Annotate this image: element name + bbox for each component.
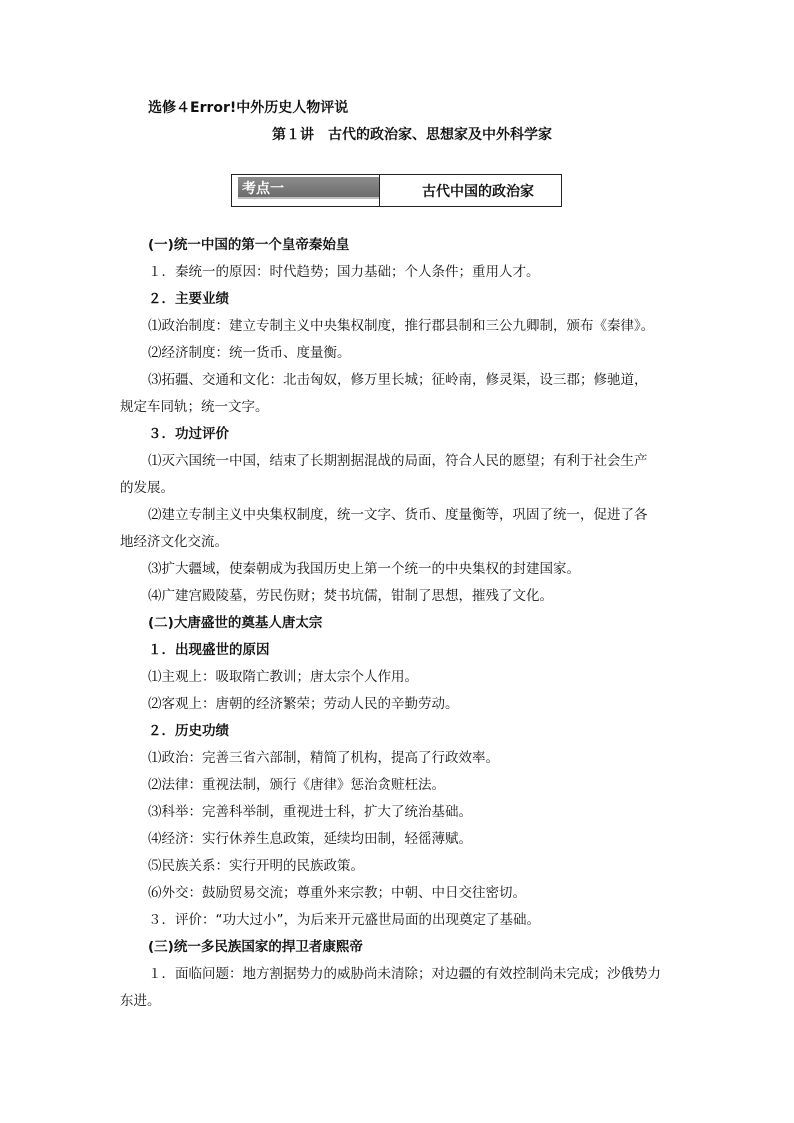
body-line: １．秦统一的原因：时代趋势；国力基础；个人条件；重用人才。 [148, 264, 540, 280]
body-line: ３．评价：“功大过小”，为后来开元盛世局面的出现奠定了基础。 [148, 912, 540, 928]
section-heading: ２．主要业绩 [148, 291, 229, 307]
body-line: ⑶拓疆、交通和文化：北击匈奴，修万里长城；征岭南，修灵渠，设三郡；修驰道， [148, 372, 648, 388]
section-heading: ２．历史功绩 [148, 723, 229, 739]
banner-divider [379, 175, 380, 206]
body-line: ⑴政治制度：建立专制主义中央集权制度，推行郡县制和三公九卿制，颁布《秦律》。 [148, 318, 655, 334]
course-header: 选修４Error!中外历史人物评说 [148, 100, 349, 116]
body-line: ⑷广建宫殿陵墓，劳民伤财；焚书坑儒，钳制了思想，摧残了文化。 [148, 588, 553, 604]
body-line: ⑵法律：重视法制，颁行《唐律》惩治贪赃枉法。 [148, 777, 445, 793]
body-line: 的发展。 [120, 480, 174, 496]
body-line: ⑶科举：完善科举制，重视进士科，扩大了统治基础。 [148, 804, 472, 820]
body-line: ⑴主观上：吸取隋亡教训；唐太宗个人作用。 [148, 669, 418, 685]
body-line: ⑷经济：实行休养生息政策，延续均田制，轻徭薄赋。 [148, 831, 472, 847]
document-body [120, 232, 680, 1015]
section-tag-label: 考点一 [242, 181, 284, 197]
section-heading: (一)统一中国的第一个皇帝秦始皇 [148, 237, 350, 253]
body-line: 规定车同轨；统一文字。 [120, 399, 269, 415]
body-line: ⑴灭六国统一中国，结束了长期割据混战的局面，符合人民的愿望；有利于社会生产 [148, 453, 648, 469]
body-line: ⑵客观上：唐朝的经济繁荣；劳动人民的辛勤劳动。 [148, 696, 459, 712]
section-tag [238, 177, 379, 199]
body-line: ⑸民族关系：实行开明的民族政策。 [148, 858, 364, 874]
section-heading: (三)统一多民族国家的捍卫者康熙帝 [148, 939, 363, 955]
lecture-title: 第１讲 古代的政治家、思想家及中外科学家 [272, 127, 552, 143]
body-line: ⑵建立专制主义中央集权制度，统一文字、货币、度量衡等，巩固了统一，促进了各 [148, 507, 648, 523]
body-line: ⑵经济制度：统一货币、度量衡。 [148, 345, 351, 361]
section-title: 古代中国的政治家 [422, 184, 534, 200]
body-line: ⑴政治：完善三省六部制，精简了机构，提高了行政效率。 [148, 750, 499, 766]
body-line: ⑹外交：鼓励贸易交流；尊重外来宗教；中朝、中日交往密切。 [148, 885, 526, 901]
section-banner [231, 174, 562, 207]
body-line: ⑶扩大疆域，使秦朝成为我国历史上第一个统一的中央集权的封建国家。 [148, 561, 580, 577]
section-heading: １．出现盛世的原因 [148, 642, 270, 658]
body-line: １．面临问题：地方割据势力的威胁尚未清除；对边疆的有效控制尚未完成；沙俄势力 [148, 966, 661, 982]
body-line: 地经济文化交流。 [120, 534, 228, 550]
section-heading: ３．功过评价 [148, 426, 229, 442]
section-heading: (二)大唐盛世的奠基人唐太宗 [148, 615, 323, 631]
body-line: 东进。 [120, 993, 161, 1009]
